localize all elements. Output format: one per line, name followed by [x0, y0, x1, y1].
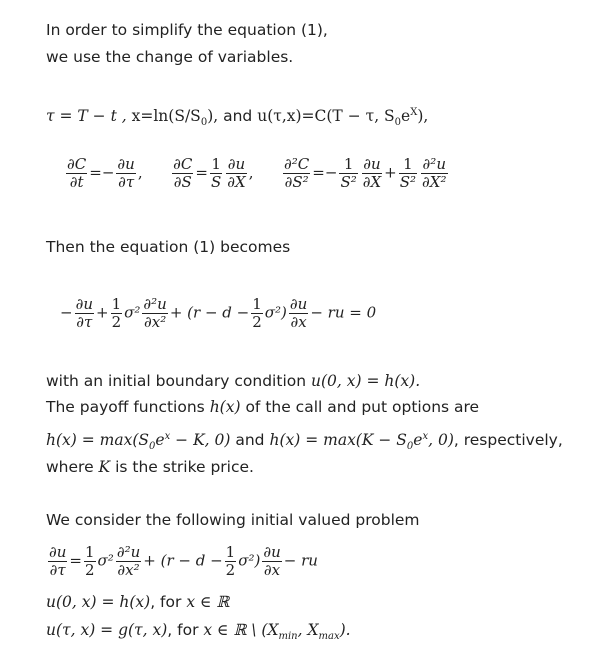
du-dx-fraction-ivp: $\frac{\partial u}{\partial x}$ — [263, 543, 281, 579]
half-fraction-ivp: $\frac{1}{2}$ — [85, 543, 95, 579]
du-dtau-fraction-pde: $\frac{\partial u}{\partial\tau}$ — [75, 295, 93, 331]
half-fraction-2: $\frac{1}{2}$ — [252, 295, 262, 331]
becomes-line: Then the equation (1) becomes — [46, 238, 291, 256]
problem-intro-line: We consider the following initial valued problem — [46, 511, 420, 529]
one-over-S2-fraction-2: $\frac{1}{\text{S²}}$ — [399, 155, 417, 191]
ivp-pde: $\frac{\partial u}{\partial\tau}$ = $\frac{1}{2}$ σ² $\frac{\text{∂²u}}{\text{∂x²}}$ + (r − d − $\frac{1}{2}$ σ²) $\frac{\partial u}{\partial x}$ − ru — [49, 543, 318, 579]
intro-line-2: we use the change of variables. — [46, 48, 294, 66]
d2C-dS2-fraction: $\frac{\text{∂²C}}{\text{∂S²}}$ — [284, 155, 310, 191]
d2u-dx2-fraction: $\frac{\text{∂²u}}{\text{∂x²}}$ — [143, 295, 167, 331]
put-payoff: $h(x) = \max(K - S_0e^x$, 0) — [269, 431, 454, 453]
one-over-S2-fraction: $\frac{1}{\text{S²}}$ — [340, 155, 357, 191]
ivp-initial-condition: u(0, x) = h(x), for x ∈ ℝ — [46, 593, 230, 611]
tau-definition: τ = T − t , — [46, 107, 127, 126]
half-fraction-ivp-2: $\frac{1}{2}$ — [225, 543, 236, 579]
du-dtau-fraction: $\frac{\partial u}{\partial\tau}$ — [117, 155, 135, 191]
d2u-dX2-fraction: $\frac{\text{∂²u}}{\text{∂X²}}$ — [422, 155, 447, 191]
transformed-pde: − $\frac{\partial u}{\partial\tau}$ + $\frac{1}{2}$ σ² $\frac{\text{∂²u}}{\text{∂x²}}$ + (r − d − $\frac{1}{2}$ σ²) $\frac{\partial u}{\partial x}$ − ru = 0 — [60, 295, 377, 331]
payoff-symbol: h(x) — [209, 398, 241, 416]
strike-symbol: K — [98, 458, 111, 476]
variable-change-line — [46, 103, 428, 133]
initial-condition: u(0, x) = h(x). — [311, 372, 421, 390]
ivp-boundary-condition: u(τ, x) = g(τ, x), for x ∈ ℝ \ ($X_{min}$, $X_{max}$). — [46, 621, 351, 643]
strike-line: where K is the strike price. — [46, 458, 254, 476]
and-word: and — [223, 107, 253, 126]
du-dx-fraction: $\frac{\partial u}{\partial x}$ — [289, 295, 308, 331]
intro-line-1: In order to simplify the equation (1), — [46, 21, 328, 39]
one-over-S-fraction: $\frac{1}{S}$ — [210, 155, 222, 191]
call-payoff: $h(x) = \max(S_0e^x - K$, 0) — [46, 431, 231, 453]
u-definition: u(τ,x)=C(T − τ, $S_0e^X$), — [257, 107, 429, 129]
half-fraction: $\frac{1}{2}$ — [111, 295, 122, 331]
initial-condition-line: with an initial boundary condition u(0, x) = h(x). — [46, 372, 421, 390]
dC-dt-fraction: $\frac{\partial C}{\partial t}$ — [67, 155, 87, 191]
du-dX-fraction: $\frac{\partial u}{\partial X}$ — [227, 155, 246, 191]
payoff-line: The payoff functions h(x) of the call and put options are — [46, 398, 480, 416]
dC-dS-fraction: $\frac{\partial C}{\partial S}$ — [173, 155, 193, 191]
d2u-dx2-fraction-ivp: $\frac{\text{∂²u}}{\text{∂x²}}$ — [116, 543, 141, 579]
du-dX-fraction-2: $\frac{\partial u}{\partial X}$ — [362, 155, 382, 191]
x-definition: $x=\ln(S/S_0)$, — [131, 107, 219, 129]
du-dtau-fraction-ivp: $\frac{\partial u}{\partial\tau}$ — [49, 543, 67, 579]
derivative-relations: $\frac{\partial C}{\partial t}$ =− $\frac{\partial u}{\partial\tau}$ , $\frac{\partial C}{\partial S}$ = $\frac{1}{S}$ $\frac{\partial u}{\partial X}$ , $\frac{\text{∂²C}}{\text{∂S²}}$ =− $\frac{1}{\text{S²}}$ $\frac{\partial u}{\partial X}$ + $\frac{1}{\text{S²}}$ $\frac{\text{∂²u}}{\text{∂X²}}$ — [67, 155, 447, 191]
payoff-formulas-line: $h(x) = \max(S_0e^x - K$, 0) and $h(x) = \max(K - S_0e^x$, 0), respectively, — [46, 431, 563, 453]
